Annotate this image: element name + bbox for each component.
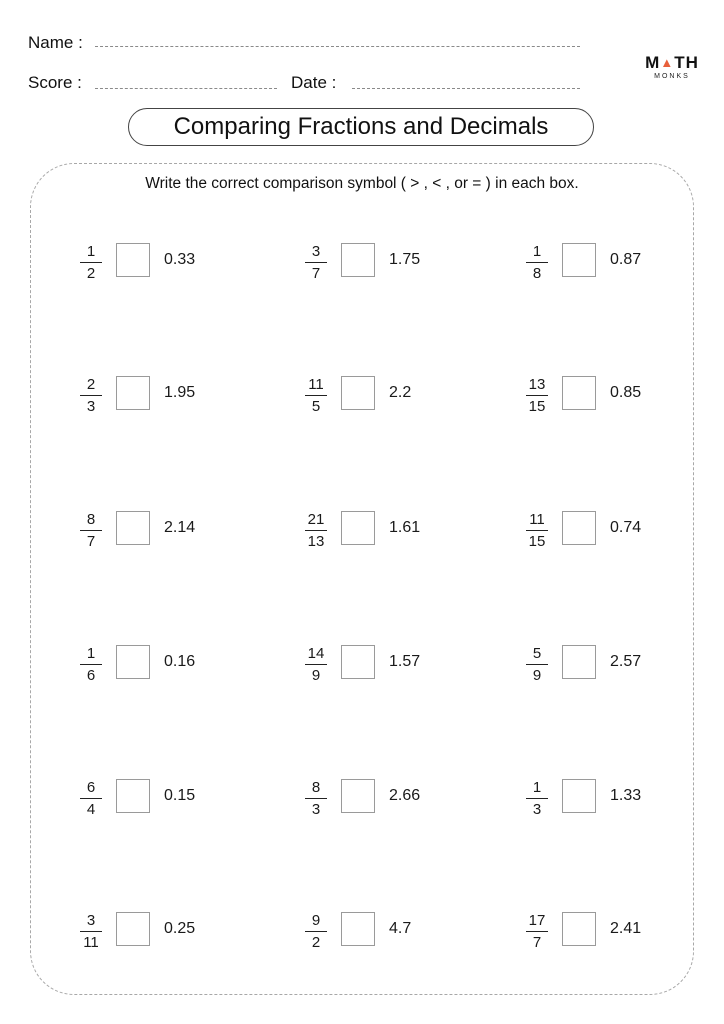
problem-item [76, 912, 266, 956]
answer-box[interactable] [562, 243, 596, 277]
fraction [301, 243, 331, 282]
numerator: 21 [307, 511, 325, 528]
problem-item [522, 376, 712, 420]
denominator: 8 [532, 265, 542, 282]
answer-box[interactable] [341, 912, 375, 946]
numerator: 3 [86, 912, 96, 929]
problem-item [522, 243, 712, 287]
decimal-value: 2.66 [389, 787, 421, 804]
date-label: Date : [291, 73, 337, 92]
decimal-value: 2.14 [164, 519, 196, 536]
answer-box[interactable] [116, 511, 150, 545]
problem-item [522, 779, 712, 823]
answer-box[interactable] [562, 779, 596, 813]
answer-box[interactable] [341, 645, 375, 679]
numerator: 1 [532, 779, 542, 796]
denominator: 3 [311, 801, 321, 818]
problem-item [301, 511, 491, 555]
numerator: 6 [86, 779, 96, 796]
numerator: 8 [86, 511, 96, 528]
answer-box[interactable] [116, 376, 150, 410]
worksheet-title: Comparing Fractions and Decimals [128, 108, 594, 146]
answer-box[interactable] [341, 376, 375, 410]
fraction [76, 645, 106, 684]
fraction [76, 912, 106, 951]
problem-item [522, 912, 712, 956]
score-field[interactable] [95, 88, 277, 89]
date-field[interactable] [352, 88, 580, 89]
fraction [522, 243, 552, 282]
logo-subtext: MONKS [654, 73, 690, 80]
decimal-value: 2.41 [610, 920, 642, 937]
decimal-value: 1.61 [389, 519, 421, 536]
denominator: 7 [86, 533, 96, 550]
denominator: 4 [86, 801, 96, 818]
decimal-value: 1.75 [389, 251, 421, 268]
problems-frame [30, 163, 694, 995]
logo-text-th: TH [674, 53, 699, 72]
numerator: 3 [311, 243, 321, 260]
numerator: 13 [528, 376, 546, 393]
problem-item [76, 779, 266, 823]
decimal-value: 4.7 [389, 920, 412, 937]
numerator: 2 [86, 376, 96, 393]
problem-item [301, 779, 491, 823]
problem-item [76, 376, 266, 420]
problem-item [76, 511, 266, 555]
decimal-value: 2.57 [610, 653, 642, 670]
answer-box[interactable] [116, 779, 150, 813]
denominator: 3 [532, 801, 542, 818]
denominator: 2 [86, 265, 96, 282]
answer-box[interactable] [341, 779, 375, 813]
numerator: 1 [86, 243, 96, 260]
answer-box[interactable] [116, 645, 150, 679]
decimal-value: 0.15 [164, 787, 196, 804]
decimal-value: 1.57 [389, 653, 421, 670]
problem-item [301, 376, 491, 420]
denominator: 7 [311, 265, 321, 282]
answer-box[interactable] [341, 511, 375, 545]
decimal-value: 0.16 [164, 653, 196, 670]
answer-box[interactable] [562, 511, 596, 545]
fraction [522, 912, 552, 951]
decimal-value: 0.25 [164, 920, 196, 937]
denominator: 15 [528, 398, 546, 415]
fraction [301, 511, 331, 550]
answer-box[interactable] [116, 243, 150, 277]
instructions-text: Write the correct comparison symbol ( > , < , or = ) in each box. [145, 175, 579, 192]
problem-item [522, 511, 712, 555]
fraction [522, 511, 552, 550]
fraction [522, 779, 552, 818]
answer-box[interactable] [562, 376, 596, 410]
numerator: 1 [532, 243, 542, 260]
denominator: 5 [311, 398, 321, 415]
denominator: 7 [532, 934, 542, 951]
numerator: 8 [311, 779, 321, 796]
name-label: Name : [28, 33, 83, 52]
denominator: 9 [311, 667, 321, 684]
fraction [301, 912, 331, 951]
score-label: Score : [28, 73, 82, 92]
fraction [76, 376, 106, 415]
denominator: 15 [528, 533, 546, 550]
decimal-value: 0.74 [610, 519, 642, 536]
decimal-value: 0.85 [610, 384, 642, 401]
problem-item [301, 645, 491, 689]
problem-item [301, 243, 491, 287]
math-monks-logo [640, 54, 704, 81]
fraction [301, 645, 331, 684]
fraction [301, 779, 331, 818]
numerator: 14 [307, 645, 325, 662]
logo-triangle-icon: ▲ [660, 55, 675, 70]
answer-box[interactable] [116, 912, 150, 946]
numerator: 11 [529, 511, 545, 528]
denominator: 9 [532, 667, 542, 684]
fraction [76, 243, 106, 282]
fraction [522, 645, 552, 684]
fraction [76, 779, 106, 818]
problem-item [522, 645, 712, 689]
denominator: 2 [311, 934, 321, 951]
fraction [522, 376, 552, 415]
answer-box[interactable] [562, 645, 596, 679]
answer-box[interactable] [341, 243, 375, 277]
numerator: 11 [308, 376, 324, 393]
denominator: 6 [86, 667, 96, 684]
problem-item [301, 912, 491, 956]
problem-item [76, 645, 266, 689]
numerator: 5 [532, 645, 542, 662]
numerator: 1 [86, 645, 96, 662]
fraction [76, 511, 106, 550]
numerator: 9 [311, 912, 321, 929]
denominator: 11 [83, 934, 99, 951]
denominator: 13 [307, 533, 325, 550]
decimal-value: 0.87 [610, 251, 642, 268]
problem-item [76, 243, 266, 287]
numerator: 17 [528, 912, 546, 929]
decimal-value: 2.2 [389, 384, 412, 401]
name-field[interactable] [95, 46, 580, 47]
answer-box[interactable] [562, 912, 596, 946]
fraction [301, 376, 331, 415]
decimal-value: 0.33 [164, 251, 196, 268]
decimal-value: 1.95 [164, 384, 196, 401]
decimal-value: 1.33 [610, 787, 642, 804]
logo-text-m: M [645, 53, 661, 72]
denominator: 3 [86, 398, 96, 415]
